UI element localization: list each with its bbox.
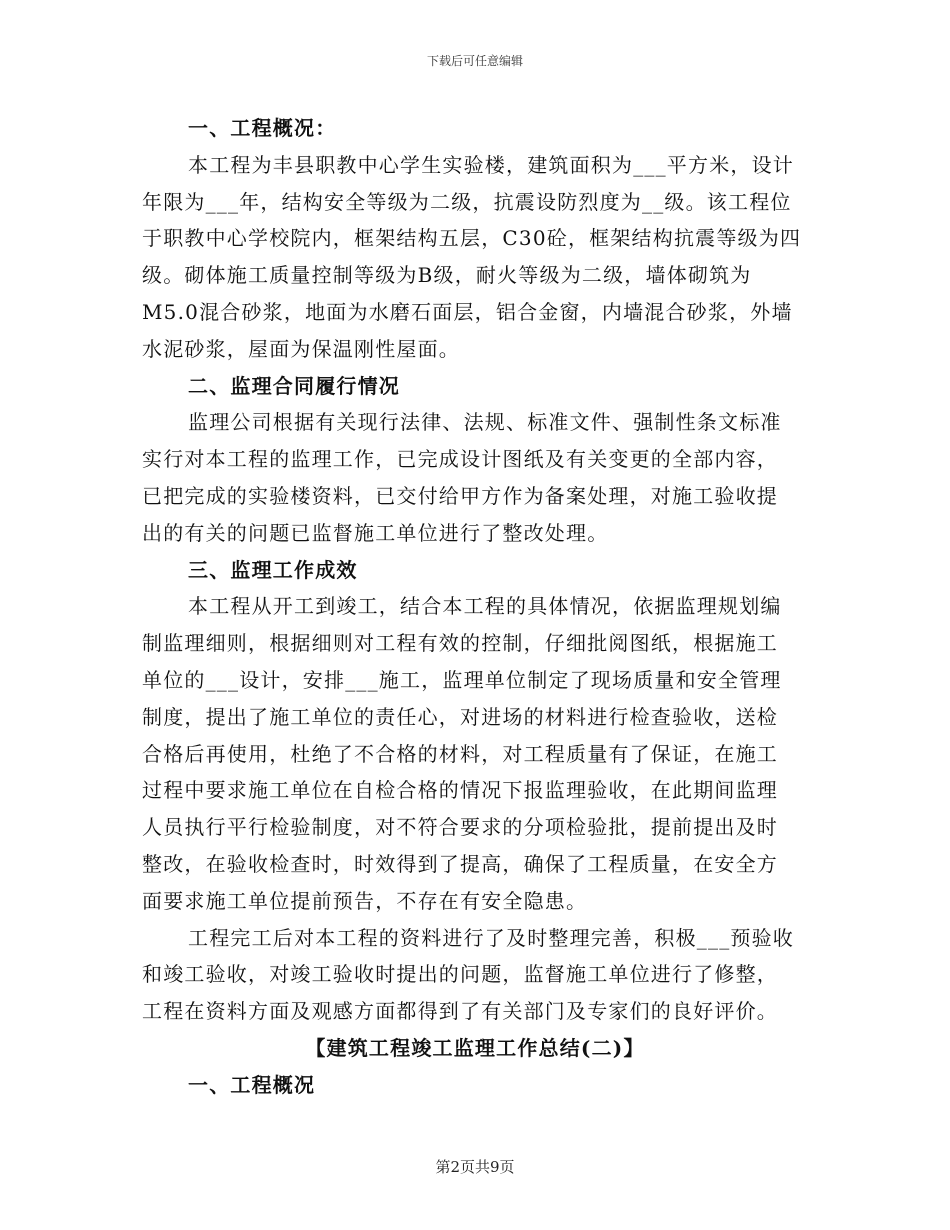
- paragraph-line: 已把完成的实验楼资料，已交付给甲方作为备案处理，对施工验收提: [142, 483, 778, 508]
- paragraph-line: 单位的___设计，安排___施工，监理单位制定了现场质量和安全管理: [142, 667, 782, 692]
- paragraph-line: 于职教中心学校院内，框架结构五层，C30砼，框架结构抗震等级为四: [142, 226, 802, 251]
- paragraph-line: 工程完工后对本工程的资料进行了及时整理完善，积极___预验收: [188, 925, 794, 950]
- paragraph-line: 年限为___年，结构安全等级为二级，抗震设防烈度为__级。该工程位: [142, 189, 792, 214]
- paragraph-line: M5.0混合砂浆，地面为水磨石面层，铝合金窗，内墙混合砂浆，外墙: [142, 299, 793, 324]
- page-number: 第2页共9页: [435, 1158, 515, 1176]
- paragraph-line: 制监理细则，根据细则对工程有效的控制，仔细批阅图纸，根据施工: [142, 631, 778, 656]
- paragraph-line: 合格后再使用，杜绝了不合格的材料，对工程质量有了保证，在施工: [142, 741, 778, 766]
- paragraph-line: 出的有关的问题已监督施工单位进行了整改处理。: [142, 520, 609, 545]
- paragraph-line: 工程在资料方面及观感方面都得到了有关部门及专家们的良好评价。: [142, 999, 778, 1024]
- paragraph-line: 和竣工验收，对竣工验收时提出的问题，监督施工单位进行了修整，: [142, 962, 778, 987]
- section-heading-results: 三、监理工作成效: [188, 557, 358, 582]
- paragraph-line: 制度，提出了施工单位的责任心，对进场的材料进行检查验收，送检: [142, 704, 778, 729]
- paragraph-line: 本工程从开工到竣工，结合本工程的具体情况，依据监理规划编: [188, 594, 782, 619]
- section-heading-overview-2: 一、工程概况: [188, 1072, 316, 1097]
- paragraph-line: 本工程为丰县职教中心学生实验楼，建筑面积为___平方米，设计: [188, 152, 794, 177]
- paragraph-line: 整改，在验收检查时，时效得到了提高，确保了工程质量，在安全方: [142, 851, 778, 876]
- document-body: [142, 110, 808, 1104]
- section-heading-overview: 一、工程概况：: [188, 116, 337, 140]
- paragraph-line: 级。砌体施工质量控制等级为B级，耐火等级为二级，墙体砌筑为: [142, 263, 752, 288]
- paragraph-line: 面要求施工单位提前预告，不存在有安全隐患。: [142, 888, 588, 913]
- document-subtitle: 【建筑工程竣工监理工作总结(二)】: [305, 1035, 645, 1060]
- paragraph-line: 水泥砂浆，屋面为保温刚性屋面。: [142, 336, 460, 361]
- section-heading-contract: 二、监理合同履行情况: [188, 373, 400, 398]
- paragraph-line: 人员执行平行检验制度，对不符合要求的分项检验批，提前提出及时: [142, 815, 778, 840]
- paragraph-line: 过程中要求施工单位在自检合格的情况下报监理验收，在此期间监理: [142, 778, 778, 803]
- page-header-note: 下载后可任意编辑: [426, 54, 523, 68]
- paragraph-line: 监理公司根据有关现行法律、法规、标准文件、强制性条文标准: [188, 410, 782, 435]
- paragraph-line: 实行对本工程的监理工作，已完成设计图纸及有关变更的全部内容，: [142, 447, 778, 472]
